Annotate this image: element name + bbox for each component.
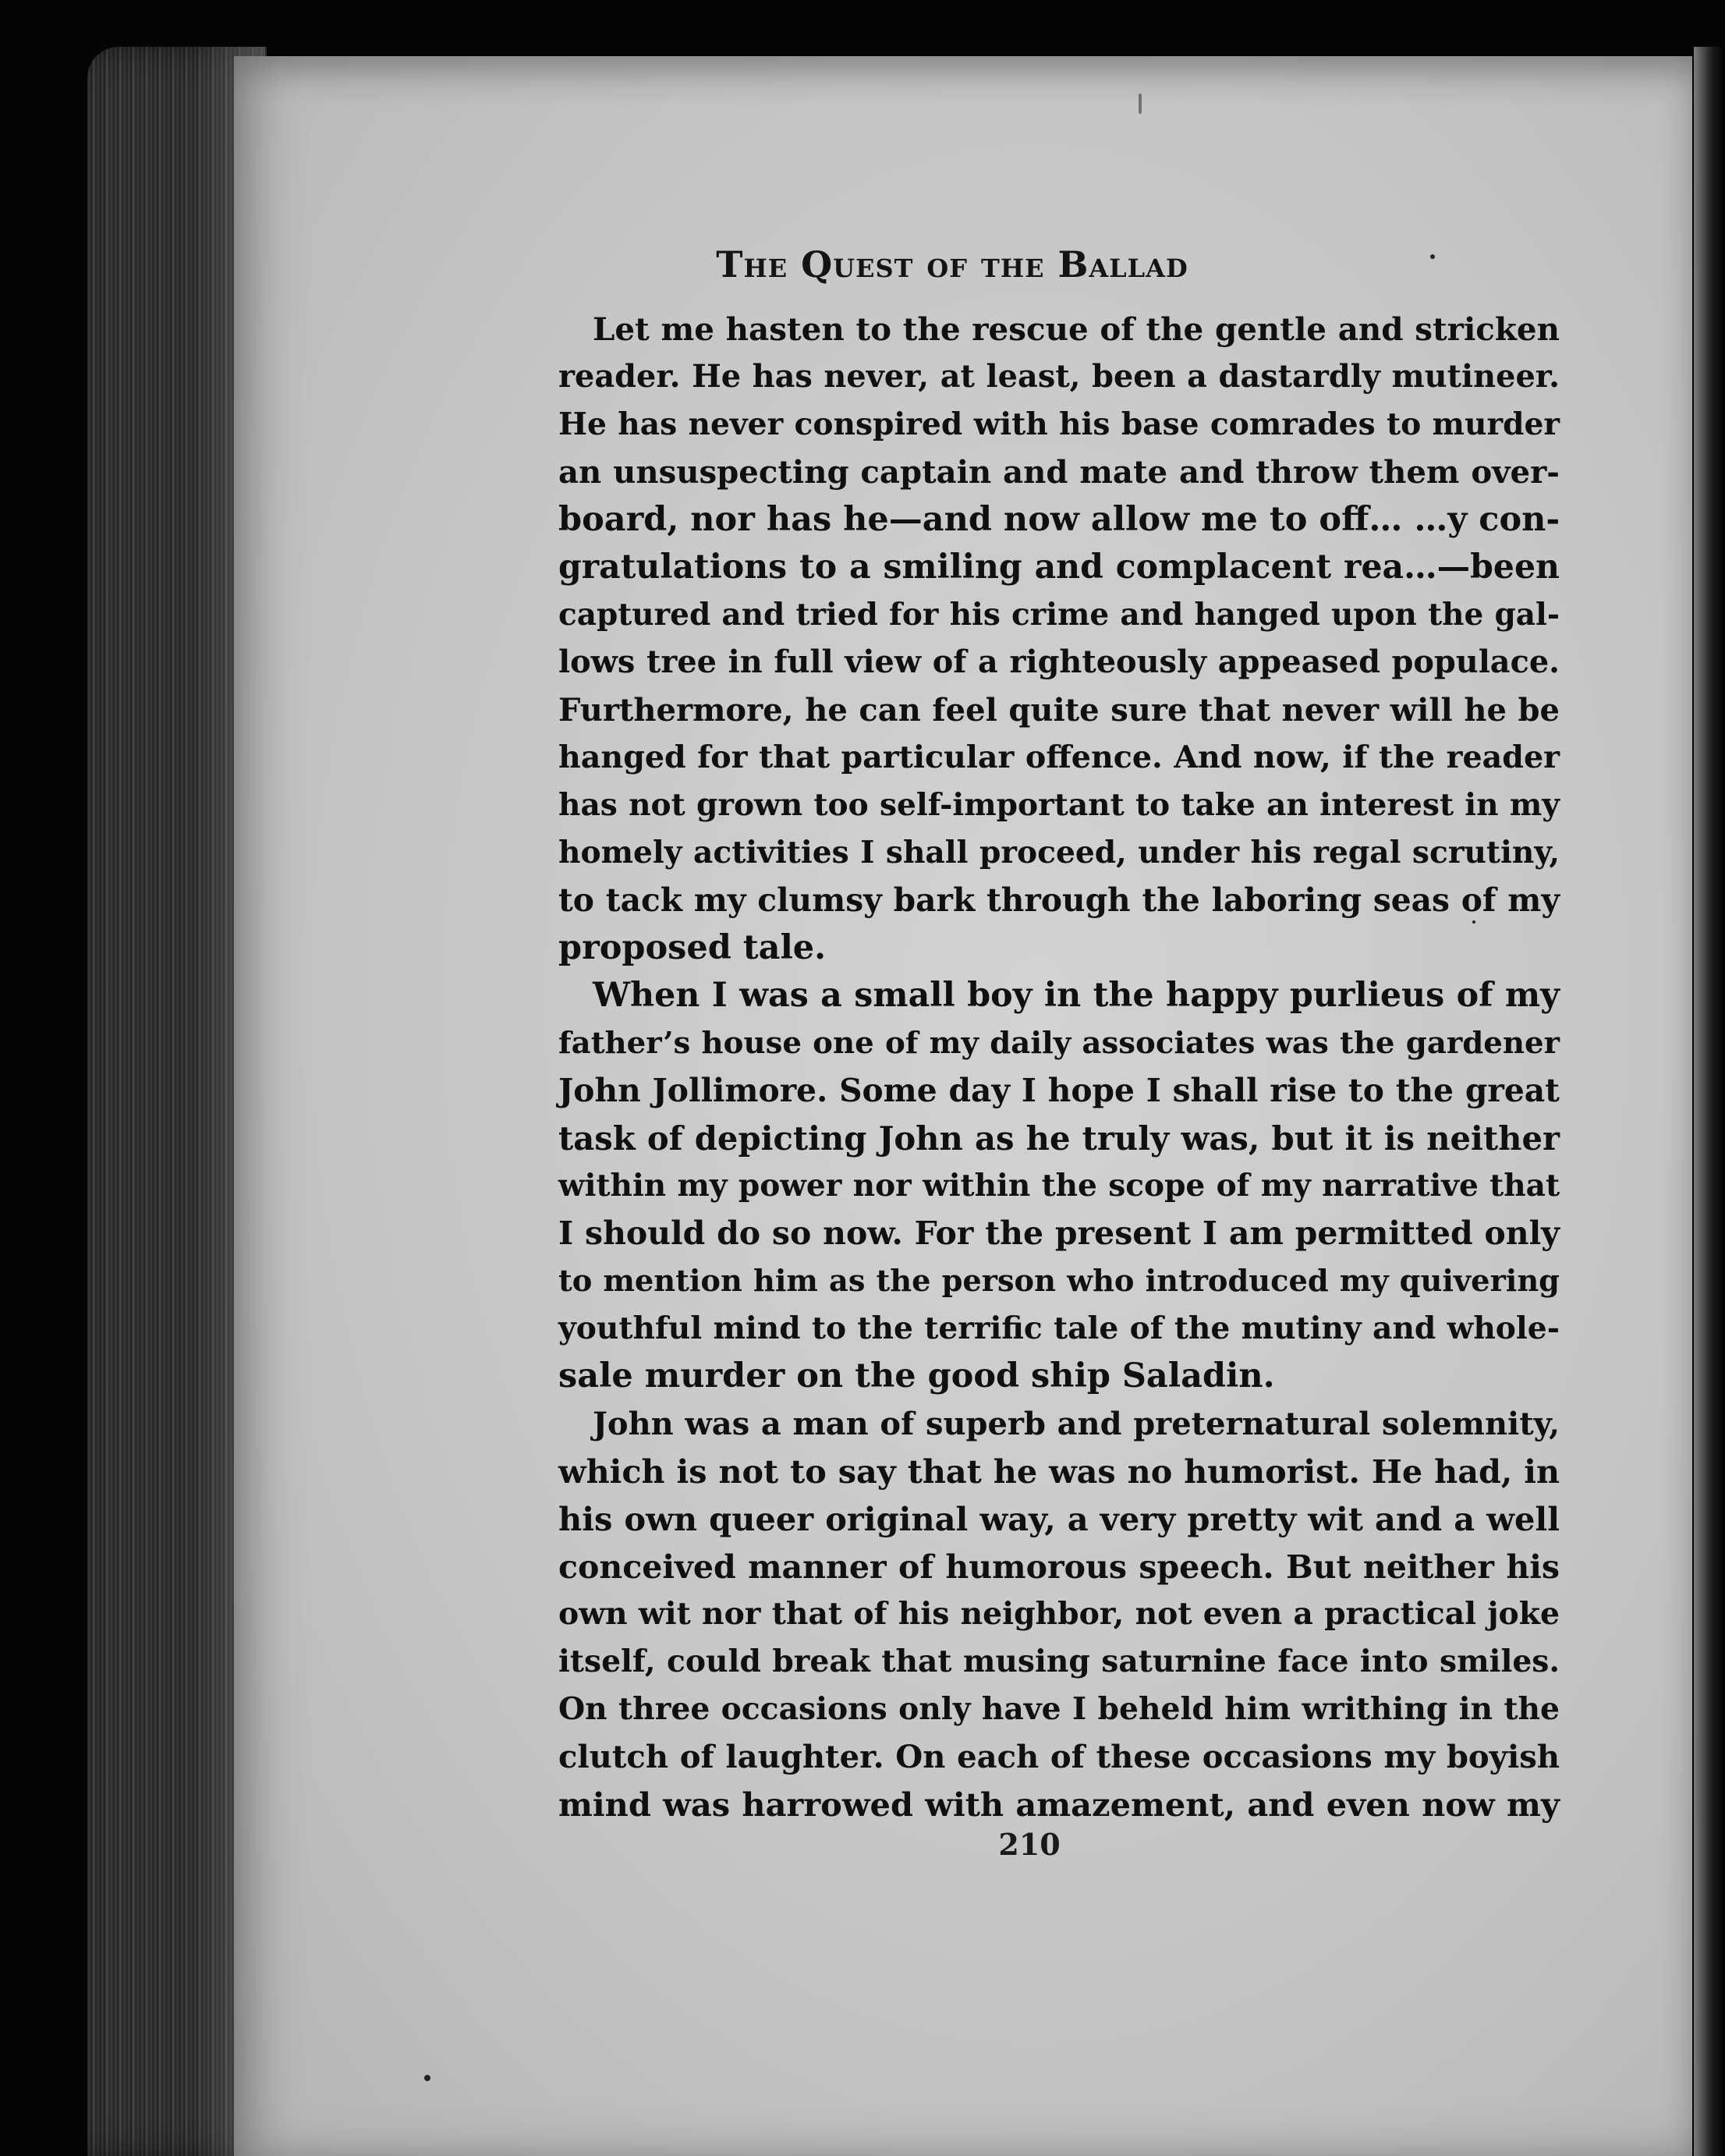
text-line: When I was a small boy in the happy purlieus of my bbox=[593, 976, 1560, 1015]
running-head: The Quest of the Ballad bbox=[716, 243, 1188, 285]
text-line: to tack my clumsy bark through the laboring seas of my bbox=[558, 881, 1560, 919]
body-text bbox=[558, 306, 1560, 1828]
text-line: has not grown too self-important to take an interest in my bbox=[558, 787, 1560, 823]
text-line: I should do so now. For the present I am permitted only bbox=[558, 1215, 1560, 1252]
text-line: John was a man of superb and preternatural solemnity, bbox=[593, 1406, 1560, 1442]
text-line: reader. He has never, at least, been a dastardly mutineer. bbox=[558, 359, 1560, 395]
text-line: gratulations to a smiling and complacent rea…—been bbox=[558, 548, 1560, 587]
text-line: youthful mind to the terrific tale of the mutiny and whole- bbox=[558, 1310, 1560, 1346]
text-line: lows tree in full view of a righteously appeased populace. bbox=[558, 644, 1560, 680]
text-line: hanged for that particular offence. And now, if the reader bbox=[558, 739, 1560, 775]
text-line: John Jollimore. Some day I hope I shall rise to the great bbox=[558, 1072, 1560, 1109]
text-line: an unsuspecting captain and mate and throw them over- bbox=[558, 454, 1560, 491]
text-line: clutch of laughter. On each of these occasions my boyish bbox=[558, 1739, 1560, 1775]
page-number: 210 bbox=[998, 1827, 1061, 1862]
text-line: own wit nor that of his neighbor, not even a practical joke bbox=[558, 1596, 1560, 1632]
text-line: homely activities I shall proceed, under his regal scrutiny, bbox=[558, 835, 1560, 871]
text-line: his own queer original way, a very pretty wit and a well bbox=[558, 1500, 1560, 1538]
text-line: task of depicting John as he truly was, but it is neither bbox=[558, 1119, 1560, 1158]
text-line: captured and tried for his crime and hanged upon the gal- bbox=[558, 597, 1560, 633]
text-line: sale murder on the good ship Saladin. bbox=[558, 1356, 1275, 1395]
text-line: father’s house one of my daily associates was the gardener bbox=[558, 1026, 1560, 1061]
frame-right-edge bbox=[1694, 47, 1725, 2156]
text-line: itself, could break that musing saturnine face into smiles. bbox=[558, 1644, 1560, 1679]
text-line: proposed tale. bbox=[558, 928, 827, 967]
text-line: to mention him as the person who introduced my quivering bbox=[558, 1264, 1560, 1299]
text-line: conceived manner of humorous speech. But neither his bbox=[558, 1548, 1560, 1586]
text-line: Let me hasten to the rescue of the gentle and stricken bbox=[593, 310, 1560, 348]
text-line: On three occasions only have I beheld him writhing in the bbox=[558, 1691, 1560, 1727]
text-line: mind was harrowed with amazement, and even now my bbox=[558, 1785, 1560, 1824]
text-line: within my power nor within the scope of my narrative that bbox=[558, 1168, 1560, 1204]
paper-scratch bbox=[1139, 94, 1142, 114]
text-line: which is not to say that he was no humorist. He had, in bbox=[558, 1452, 1560, 1491]
text-line: board, nor has he—and now allow me to off… …y con- bbox=[558, 500, 1560, 539]
text-line: Furthermore, he can feel quite sure that never will he be bbox=[558, 692, 1560, 729]
text-line: He has never conspired with his base comrades to murder bbox=[558, 406, 1560, 442]
paper-speck bbox=[424, 2075, 430, 2081]
